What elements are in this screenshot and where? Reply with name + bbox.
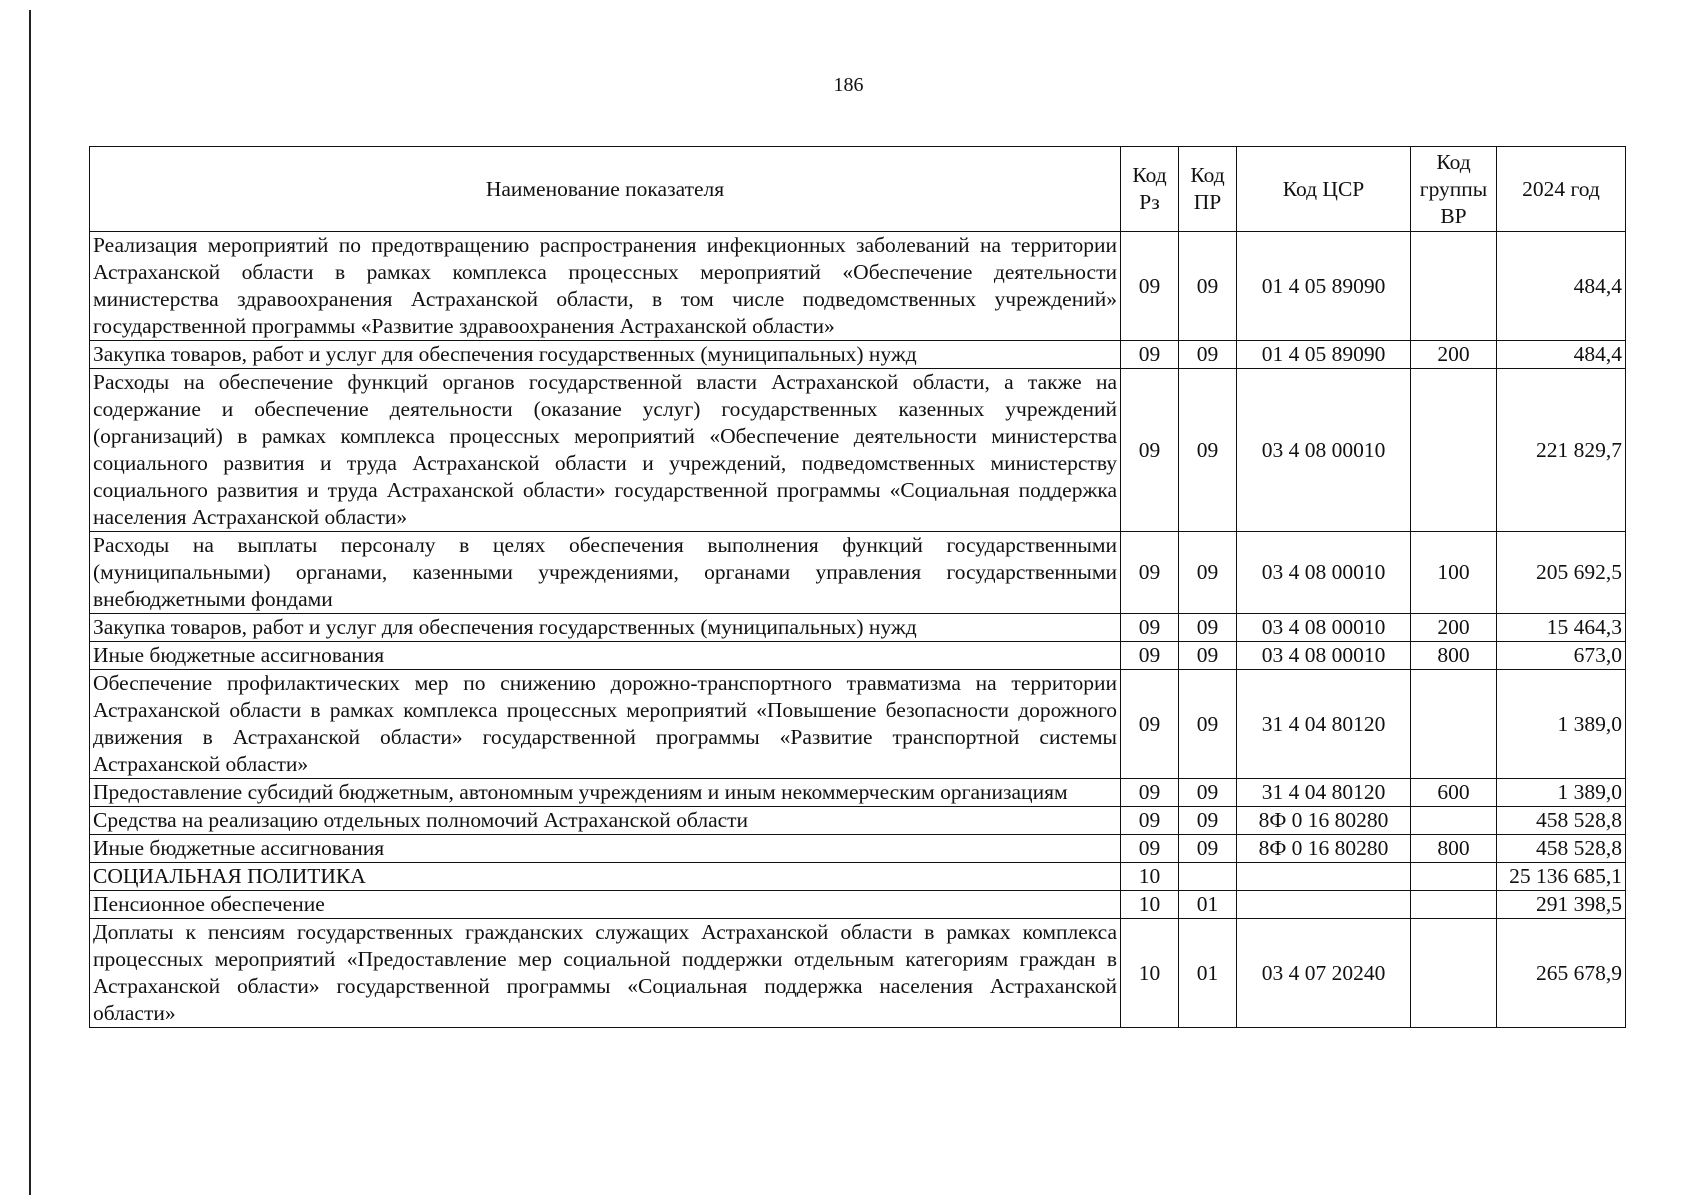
- row-name: Предоставление субсидий бюджетным, автономным учреждениям и иным некоммерческим организациям: [90, 779, 1121, 807]
- row-name: Расходы на выплаты персоналу в целях обеспечения выполнения функций государственными (муниципальными) органами, казенными учреждениями, органами управления государственными внебюджетными фондами: [90, 532, 1121, 614]
- row-csr: 01 4 05 89090: [1237, 341, 1411, 369]
- row-vr: [1411, 863, 1497, 891]
- row-pr: 09: [1179, 341, 1237, 369]
- row-pr: 01: [1179, 919, 1237, 1028]
- row-amount: 458 528,8: [1497, 835, 1626, 863]
- row-vr: [1411, 919, 1497, 1028]
- row-amount: 205 692,5: [1497, 532, 1626, 614]
- row-name: Иные бюджетные ассигнования: [90, 642, 1121, 670]
- row-rz: 09: [1121, 642, 1179, 670]
- row-rz: 10: [1121, 891, 1179, 919]
- table-row: [90, 919, 1626, 1028]
- row-name: Закупка товаров, работ и услуг для обеспечения государственных (муниципальных) нужд: [90, 341, 1121, 369]
- row-amount: 291 398,5: [1497, 891, 1626, 919]
- table-row: [90, 532, 1626, 614]
- row-pr: 09: [1179, 807, 1237, 835]
- row-name: Средства на реализацию отдельных полномочий Астраханской области: [90, 807, 1121, 835]
- table-row: [90, 891, 1626, 919]
- row-csr: 03 4 08 00010: [1237, 532, 1411, 614]
- row-rz: 09: [1121, 341, 1179, 369]
- page-number: 186: [833, 74, 864, 96]
- row-amount: 1 389,0: [1497, 779, 1626, 807]
- row-name: Реализация мероприятий по предотвращению распространения инфекционных заболеваний на территории Астраханской области в рамках комплекса процессных мероприятий «Обеспечение деятельности министерства здравоохранения Астраханской области, в том числе подведомственных учреждений» государственной программы «Развитие здравоохранения Астраханской области»: [90, 232, 1121, 341]
- row-pr: 09: [1179, 232, 1237, 341]
- row-csr: 03 4 08 00010: [1237, 369, 1411, 532]
- row-pr: 09: [1179, 532, 1237, 614]
- table-row: [90, 369, 1626, 532]
- row-pr: [1179, 863, 1237, 891]
- row-csr: 31 4 04 80120: [1237, 670, 1411, 779]
- row-rz: 09: [1121, 614, 1179, 642]
- row-amount: 1 389,0: [1497, 670, 1626, 779]
- row-amount: 265 678,9: [1497, 919, 1626, 1028]
- row-vr: 200: [1411, 614, 1497, 642]
- row-name: Расходы на обеспечение функций органов государственной власти Астраханской области, а также на содержание и обеспечение деятельности (оказание услуг) государственных казенных учреждений (организаций) в рамках комплекса процессных мероприятий «Обеспечение деятельности министерства социального развития и труда Астраханской области и учреждений, подведомственных министерству социального развития и труда Астраханской области» государственной программы «Социальная поддержка населения Астраханской области»: [90, 369, 1121, 532]
- row-name: Обеспечение профилактических мер по снижению дорожно-транспортного травматизма на территории Астраханской области в рамках комплекса процессных мероприятий «Повышение безопасности дорожного движения в Астраханской области» государственной программы «Развитие транспортной системы Астраханской области»: [90, 670, 1121, 779]
- table-row: [90, 232, 1626, 341]
- table-header-row: [90, 147, 1626, 232]
- row-pr: 09: [1179, 369, 1237, 532]
- left-margin-line: [29, 10, 31, 1195]
- row-name: Доплаты к пенсиям государственных гражданских служащих Астраханской области в рамках комплекса процессных мероприятий «Предоставление мер социальной поддержки отдельным категориям граждан в Астраханской области» государственной программы «Социальная поддержка населения Астраханской области»: [90, 919, 1121, 1028]
- row-amount: 484,4: [1497, 232, 1626, 341]
- row-csr: 03 4 08 00010: [1237, 614, 1411, 642]
- row-csr: [1237, 863, 1411, 891]
- table-row: [90, 341, 1626, 369]
- row-csr: 8Ф 0 16 80280: [1237, 835, 1411, 863]
- header-name: Наименование показателя: [90, 147, 1121, 232]
- row-rz: 09: [1121, 807, 1179, 835]
- row-name: Иные бюджетные ассигнования: [90, 835, 1121, 863]
- row-pr: 01: [1179, 891, 1237, 919]
- row-vr: [1411, 232, 1497, 341]
- row-rz: 09: [1121, 779, 1179, 807]
- header-pr: Код ПР: [1179, 147, 1237, 232]
- row-vr: [1411, 891, 1497, 919]
- row-vr: 800: [1411, 835, 1497, 863]
- row-name: СОЦИАЛЬНАЯ ПОЛИТИКА: [90, 863, 1121, 891]
- row-rz: 09: [1121, 369, 1179, 532]
- row-pr: 09: [1179, 642, 1237, 670]
- row-csr: 31 4 04 80120: [1237, 779, 1411, 807]
- row-vr: [1411, 807, 1497, 835]
- row-csr: 03 4 07 20240: [1237, 919, 1411, 1028]
- row-rz: 09: [1121, 532, 1179, 614]
- row-pr: 09: [1179, 614, 1237, 642]
- row-vr: 800: [1411, 642, 1497, 670]
- row-csr: 01 4 05 89090: [1237, 232, 1411, 341]
- row-rz: 10: [1121, 919, 1179, 1028]
- row-vr: [1411, 369, 1497, 532]
- row-amount: 25 136 685,1: [1497, 863, 1626, 891]
- row-rz: 10: [1121, 863, 1179, 891]
- table-row: [90, 779, 1626, 807]
- row-pr: 09: [1179, 670, 1237, 779]
- row-csr: [1237, 891, 1411, 919]
- row-csr: 8Ф 0 16 80280: [1237, 807, 1411, 835]
- row-name: Пенсионное обеспечение: [90, 891, 1121, 919]
- row-csr: 03 4 08 00010: [1237, 642, 1411, 670]
- row-vr: [1411, 670, 1497, 779]
- table-row: [90, 670, 1626, 779]
- row-rz: 09: [1121, 232, 1179, 341]
- budget-table: [89, 146, 1626, 1028]
- header-vr: Код группы ВР: [1411, 147, 1497, 232]
- header-csr: Код ЦСР: [1237, 147, 1411, 232]
- table-row: [90, 835, 1626, 863]
- row-amount: 484,4: [1497, 341, 1626, 369]
- row-amount: 15 464,3: [1497, 614, 1626, 642]
- row-pr: 09: [1179, 835, 1237, 863]
- row-amount: 458 528,8: [1497, 807, 1626, 835]
- row-rz: 09: [1121, 670, 1179, 779]
- table-row: [90, 807, 1626, 835]
- row-pr: 09: [1179, 779, 1237, 807]
- row-name: Закупка товаров, работ и услуг для обеспечения государственных (муниципальных) нужд: [90, 614, 1121, 642]
- row-amount: 673,0: [1497, 642, 1626, 670]
- row-vr: 100: [1411, 532, 1497, 614]
- table-row: [90, 614, 1626, 642]
- row-amount: 221 829,7: [1497, 369, 1626, 532]
- row-vr: 200: [1411, 341, 1497, 369]
- header-year: 2024 год: [1497, 147, 1626, 232]
- row-rz: 09: [1121, 835, 1179, 863]
- table-row: [90, 863, 1626, 891]
- table-row: [90, 642, 1626, 670]
- header-rz: Код Рз: [1121, 147, 1179, 232]
- row-vr: 600: [1411, 779, 1497, 807]
